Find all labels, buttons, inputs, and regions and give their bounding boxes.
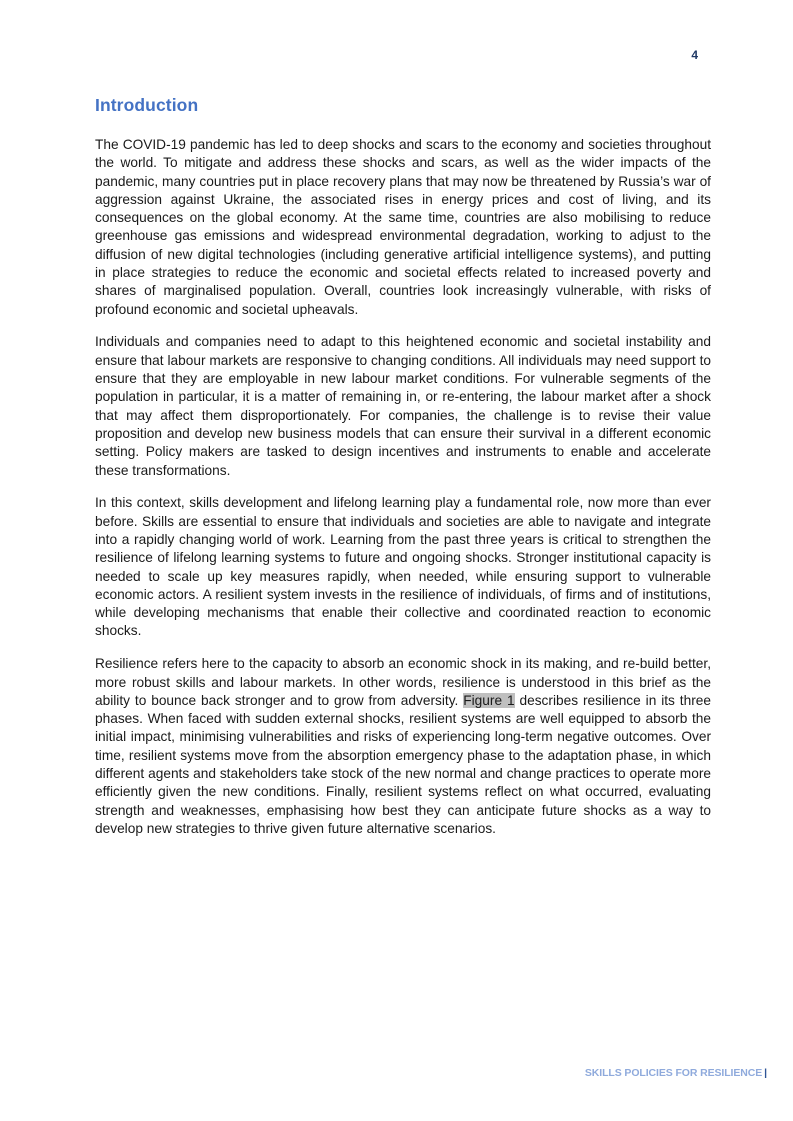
page-number: 4	[691, 48, 698, 62]
paragraph-individuals-companies: Individuals and companies need to adapt to this heightened economic and societal instability and ensure that labour markets are responsive to changing conditions. All individuals may need support to ensure that they are employable in new labour market conditions. For vulnerable segments of the population in particular, it is a matter of remaining in, or re-entering, the labour market after a shock that may affect them disproportionately. For companies, the challenge is to revise their value proposition and develop new business models that can ensure their survival in a different economic setting. Policy makers are tasked to design incentives and instruments to enable and accelerate these transformations.	[95, 334, 711, 478]
section-heading-introduction: Introduction	[95, 95, 199, 115]
paragraph-resilience-text-after: describes resilience in its three phases. When faced with sudden external shocks, resilient systems are well equipped to absorb the initial impact, minimising vulnerabilities and risks of experiencing long-term negative outcomes. Over time, resilient systems move from the absorption emergency phase to the adaptation phase, in which different agents and stakeholders take stock of the new normal and change practices to operate more efficiently given the new conditions. Finally, resilient systems reflect on what occurred, evaluating strength and weaknesses, emphasising how best they can anticipate future shocks as a way to develop new strategies to thrive given future alternative scenarios.	[95, 692, 711, 836]
footer-document-title: SKILLS POLICIES FOR RESILIENCE	[584, 1067, 763, 1079]
paragraph-covid-shocks: The COVID-19 pandemic has led to deep shocks and scars to the economy and societies throughout the world. To mitigate and address these shocks and scars, as well as the wider impacts of the pandemic, many countries put in place recovery plans that may now be threatened by Russia’s war of aggression against Ukraine, the associated rises in energy prices and cost of living, and its consequences on the global economy. At the same time, countries are also mobilising to reduce greenhouse gas emissions and widespread environmental degradation, working to adjust to the diffusion of new digital technologies (including generative artificial intelligence systems), and putting in place strategies to reduce the economic and societal effects related to increased poverty and shares of marginalised population. Overall, countries look increasingly vulnerable, with risks of profound economic and societal upheavals.	[95, 137, 711, 317]
paragraph-skills-development: In this context, skills development and lifelong learning play a fundamental role, now more than ever before. Skills are essential to ensure that individuals and societies are able to navigate and integrate into a rapidly changing world of work. Learning from the past three years is critical to strengthen the resilience of lifelong learning systems to future and ongoing shocks. Stronger institutional capacity is needed to scale up key measures rapidly, when needed, while ensuring support to vulnerable economic actors. A resilient system invests in the resilience of individuals, of firms and of institutions, while developing mechanisms that enable their collective and coordinated reaction to economic shocks.	[95, 495, 711, 639]
paragraph-resilience-text-before: Resilience refers here to the capacity to absorb an economic shock in its making, and re-build better, more robust skills and labour markets. In other words, resilience is understood in this brief as the ability to bounce back stronger and to grow from adversity.	[95, 656, 711, 708]
figure-1-cross-reference[interactable]: Figure 1	[463, 692, 515, 708]
page-content	[95, 95, 711, 853]
paragraph-resilience-definition	[95, 655, 711, 838]
footer	[585, 1067, 767, 1079]
footer-separator-bar: |	[764, 1067, 767, 1079]
